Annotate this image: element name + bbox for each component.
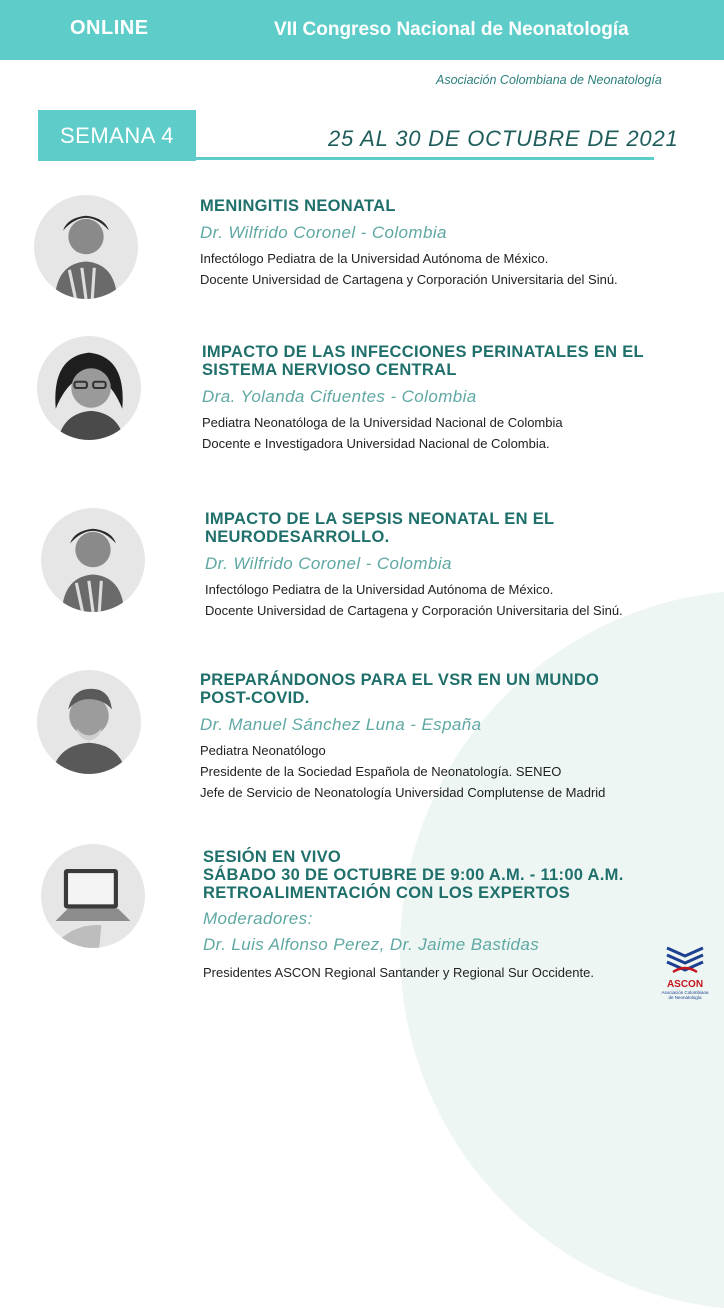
talk-title-line: NEURODESARROLLO. — [205, 528, 390, 546]
talk-1 — [200, 197, 618, 290]
talk-3 — [205, 510, 623, 621]
speaker-bio — [200, 740, 605, 803]
speaker-name: Dr. Manuel Sánchez Luna - España — [200, 715, 482, 734]
talk-title-line: PREPARÁNDONOS PARA EL VSR EN UN MUNDO — [200, 671, 600, 689]
speaker-bio — [202, 412, 644, 454]
talk-title — [200, 671, 605, 707]
bio-line: Docente Universidad de Cartagena y Corporación Universitaria del Sinú. — [205, 603, 623, 618]
speaker-photo-icon — [34, 195, 138, 299]
bio-line: Presidente de la Sociedad Española de Neonatología. SENEO — [200, 764, 562, 779]
bio-line: Pediatra Neonatóloga de la Universidad Nacional de Colombia — [202, 415, 563, 430]
talk-title — [202, 343, 644, 379]
moderators-names: Dr. Luis Alfonso Perez, Dr. Jaime Bastidas — [203, 935, 540, 954]
talk-4 — [200, 671, 605, 803]
bio-line: Jefe de Servicio de Neonatología Universidad Complutense de Madrid — [200, 785, 606, 800]
talk-title — [205, 510, 623, 546]
bio-line: Docente Universidad de Cartagena y Corporación Universitaria del Sinú. — [200, 272, 618, 287]
speaker-bio — [200, 248, 618, 290]
week-dates: 25 AL 30 DE OCTUBRE DE 2021 — [328, 126, 679, 151]
speaker-bio — [205, 579, 623, 621]
online-label: ONLINE — [70, 17, 149, 39]
bio-line: Infectólogo Pediatra de la Universidad Autónoma de México. — [205, 582, 554, 597]
logo-subtitle-line: de Neonatología — [668, 995, 702, 1000]
speaker-bio — [203, 962, 624, 983]
bio-line: Docente e Investigadora Universidad Nacional de Colombia. — [202, 436, 550, 451]
talk-title-line: IMPACTO DE LAS INFECCIONES PERINATALES EN EL — [202, 343, 644, 361]
logo-subtitle — [660, 990, 710, 1000]
moderators-label: Moderadores: — [203, 909, 313, 928]
organizer-name: Asociación Colombiana de Neonatología — [436, 73, 662, 87]
talk-title-line: POST-COVID. — [200, 689, 310, 707]
talk-title-line: SÁBADO 30 DE OCTUBRE DE 9:00 A.M. - 11:00 A.M. — [203, 866, 624, 884]
talk-2 — [202, 343, 644, 454]
ascon-logo-icon — [660, 942, 710, 1012]
bio-line: Presidentes ASCON Regional Santander y Regional Sur Occidente. — [203, 965, 594, 980]
speaker-photo-icon — [37, 670, 141, 774]
talk-title — [200, 197, 618, 215]
talk-title-line: MENINGITIS NEONATAL — [200, 197, 396, 215]
talk-title — [203, 848, 624, 902]
speaker-photo-icon — [41, 508, 145, 612]
talk-5 — [203, 848, 624, 983]
speaker-name: Dra. Yolanda Cifuentes - Colombia — [202, 387, 477, 406]
speaker-photo-icon — [37, 336, 141, 440]
talk-title-line: RETROALIMENTACIÓN CON LOS EXPERTOS — [203, 884, 571, 902]
talk-title-line: SESIÓN EN VIVO — [203, 848, 342, 866]
speaker-name: Dr. Wilfrido Coronel - Colombia — [200, 223, 447, 242]
talk-title-line: SISTEMA NERVIOSO CENTRAL — [202, 361, 457, 379]
laptop-icon — [41, 844, 145, 948]
event-title: VII Congreso Nacional de Neonatología — [274, 19, 629, 40]
logo-name: ASCON — [666, 979, 704, 990]
week-badge — [38, 110, 196, 161]
speaker-name: Dr. Wilfrido Coronel - Colombia — [205, 554, 452, 573]
talk-title-line: IMPACTO DE LA SEPSIS NEONATAL EN EL — [205, 510, 555, 528]
header-bar — [0, 0, 724, 60]
logo-subtitle-line: Asociación Colombiana — [661, 990, 709, 995]
bio-line: Pediatra Neonatólogo — [200, 743, 326, 758]
moderators — [203, 906, 624, 958]
ascon-logo-mark — [665, 942, 705, 978]
week-label: SEMANA 4 — [59, 122, 175, 148]
bio-line: Infectólogo Pediatra de la Universidad Autónoma de México. — [200, 251, 549, 266]
